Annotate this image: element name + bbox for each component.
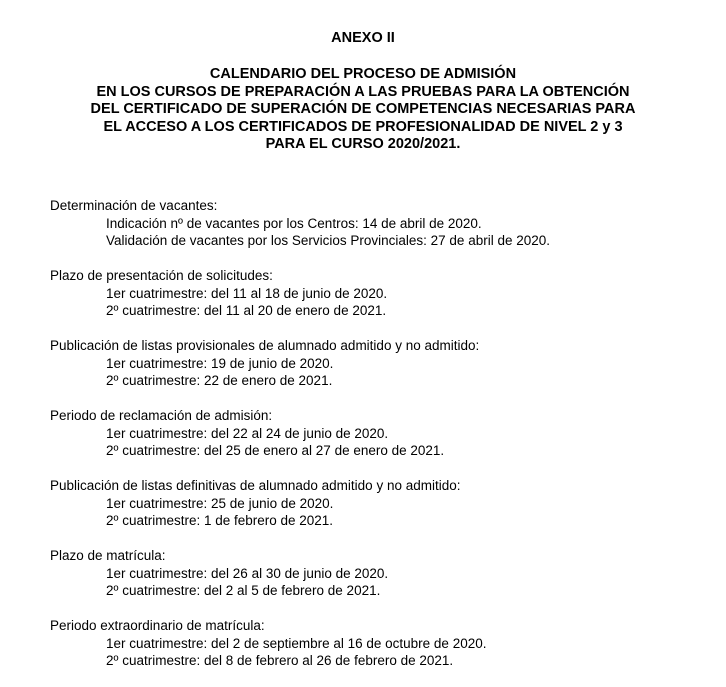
main-title-line: DEL CERTIFICADO DE SUPERACIÓN DE COMPETENCIAS NECESARIAS PARA: [90, 101, 636, 117]
section-definitive-lists: [50, 477, 710, 530]
section-line: 2º cuatrimestre: 22 de enero de 2021.: [106, 373, 333, 388]
section-extraordinary-enrollment: [50, 617, 710, 670]
calendar-sections: [50, 197, 710, 687]
section-line: 1er cuatrimestre: del 11 al 18 de junio de 2020.: [106, 285, 388, 301]
section-line: 2º cuatrimestre: del 2 al 5 de febrero de 2021.: [106, 583, 381, 598]
main-title-line: PARA EL CURSO 2020/2021.: [265, 136, 461, 152]
section-line: 2º cuatrimestre: del 11 al 20 de enero de 2021.: [106, 303, 387, 318]
section-heading: Periodo de reclamación de admisión:: [50, 408, 273, 423]
section-line: 2º cuatrimestre: 1 de febrero de 2021.: [106, 513, 334, 528]
section-heading: Plazo de matrícula:: [50, 548, 166, 563]
section-provisional-lists: [50, 337, 710, 390]
annex-title: ANEXO II: [331, 30, 395, 46]
main-title-line: EL ACCESO A LOS CERTIFICADOS DE PROFESIONALIDAD DE NIVEL 2 y 3: [103, 118, 623, 135]
section-line: 1er cuatrimestre: del 22 al 24 de junio de 2020.: [106, 425, 389, 441]
section-heading: Determinación de vacantes:: [50, 198, 218, 213]
section-claims: [50, 407, 710, 460]
section-applications: [50, 267, 710, 320]
section-enrollment: [50, 547, 710, 600]
section-vacancies: [50, 197, 710, 250]
main-title-line: EN LOS CURSOS DE PREPARACIÓN A LAS PRUEBAS PARA LA OBTENCIÓN: [96, 83, 630, 100]
section-line: Validación de vacantes por los Servicios Provinciales: 27 de abril de 2020.: [106, 233, 551, 248]
section-line: 1er cuatrimestre: 25 de junio de 2020.: [106, 495, 334, 511]
section-heading: Publicación de listas provisionales de alumnado admitido y no admitido:: [50, 338, 480, 353]
section-line: 2º cuatrimestre: del 25 de enero al 27 de enero de 2021.: [106, 443, 445, 458]
main-title: [0, 66, 726, 154]
section-line: Indicación nº de vacantes por los Centros: 14 de abril de 2020.: [106, 215, 482, 231]
section-line: 1er cuatrimestre: del 26 al 30 de junio de 2020.: [106, 565, 389, 581]
section-line: 2º cuatrimestre: del 8 de febrero al 26 de febrero de 2021.: [106, 653, 454, 668]
section-line: 1er cuatrimestre: 19 de junio de 2020.: [106, 355, 334, 371]
section-heading: Publicación de listas definitivas de alumnado admitido y no admitido:: [50, 478, 461, 493]
section-heading: Periodo extraordinario de matrícula:: [50, 618, 265, 633]
main-title-line: CALENDARIO DEL PROCESO DE ADMISIÓN: [209, 66, 517, 82]
section-line: 1er cuatrimestre: del 2 de septiembre al 16 de octubre de 2020.: [106, 635, 487, 651]
section-heading: Plazo de presentación de solicitudes:: [50, 268, 273, 283]
